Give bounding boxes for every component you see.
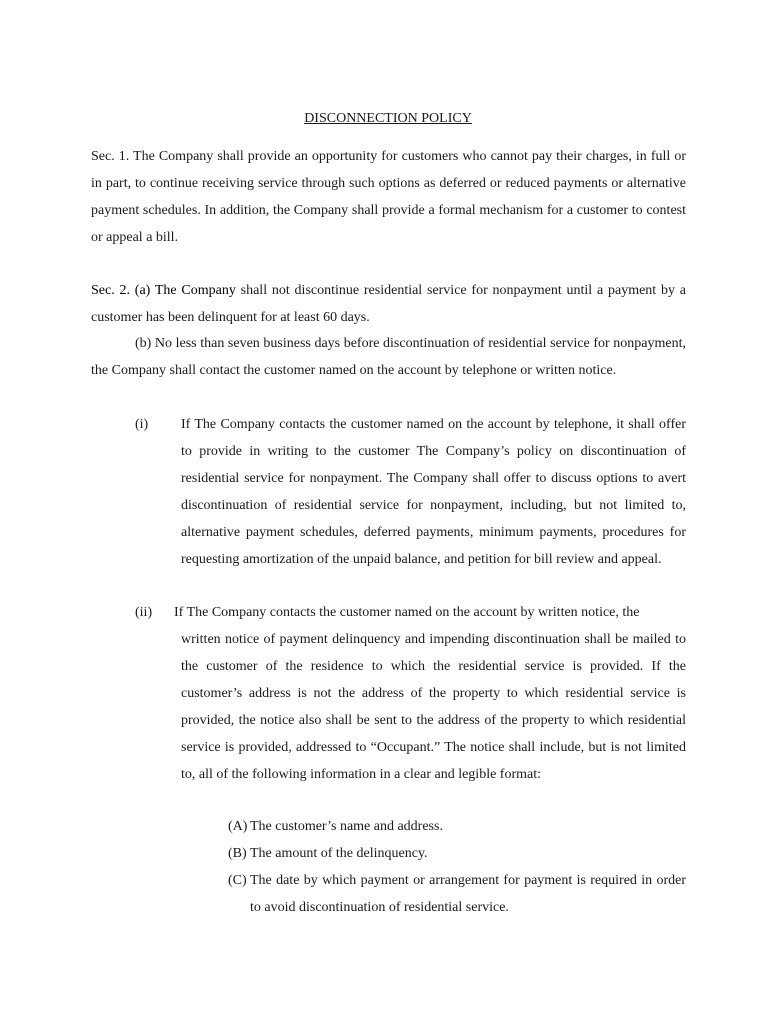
list-item-label: (i) [135, 417, 149, 432]
sub-item-text: The date by which payment or arrangement for payment is required in order to avoid discontinuation of residential service. [250, 873, 686, 915]
sub-item-text: The amount of the delinquency. [250, 846, 428, 861]
list-item-text: written notice of payment delinquency and impending discontinuation shall be mailed to the customer of the residence to which the residential service is provided. If the customer’s address is not the address of the property to which residential service is provided, the notice also shall be sent to the address of the property to which residential service is provided, addressed to “Occupant.” The notice shall include, but is not limited to, all of the following information in a clear and legible format: [181, 632, 686, 782]
list-item-label: (ii) [135, 605, 153, 620]
sub-item-label: (A) [228, 819, 248, 834]
list-item-first-line: If The Company contacts the customer named on the account by written notice, the [174, 605, 640, 620]
section-2b-paragraph: (b) No less than seven business days before discontinuation of residential service for nonpayment, the Company shall contact the customer named on the account by telephone or written notice. [91, 336, 686, 378]
sub-item-label: (C) [228, 873, 247, 888]
page-title: DISCONNECTION POLICY [304, 111, 472, 126]
section-1-paragraph: Sec. 1. The Company shall provide an opportunity for customers who cannot pay their charges, in full or in part, to continue receiving service through such options as deferred or reduced payments or alternative payment schedules. In addition, the Company shall provide a formal mechanism for a customer to contest or appeal a bill. [91, 149, 686, 245]
sub-item-label: (B) [228, 846, 247, 861]
list-item-text: If The Company contacts the customer named on the account by telephone, it shall offer to provide in writing to the customer The Company’s policy on discontinuation of residential service for nonpayment. The Company shall offer to discuss options to avert discontinuation of residential service for nonpayment, including, but not limited to, alternative payment schedules, deferred payments, minimum payments, procedures for requesting amortization of the unpaid balance, and petition for bill review and appeal. [181, 417, 686, 567]
section-2a-text: shall not discontinue residential service for nonpayment until a payment by a customer has been delinquent for at least 60 days. [91, 283, 686, 325]
sub-item-text: The customer’s name and address. [250, 819, 443, 834]
section-2a-paragraph [91, 277, 686, 331]
section-2a-prefix: Sec. 2. (a) The Company [91, 283, 236, 298]
